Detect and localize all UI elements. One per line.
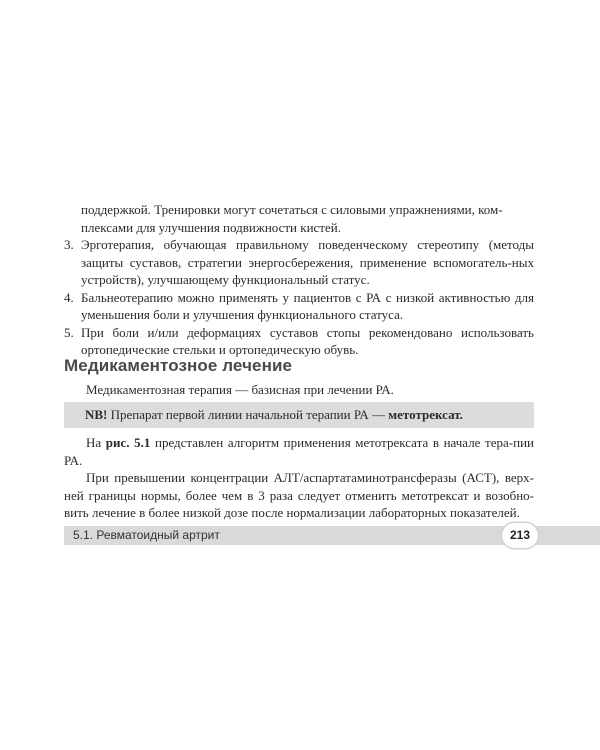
paragraph-figure-reference [64,434,534,469]
paragraph1-after: представлен алгоритм применения метотрексата в начале тера-пии РА. [64,435,534,468]
page-number-badge: 213 [502,523,538,548]
list-item [64,236,534,289]
paragraph-alt-ast: При превышении концентрации АЛТ/аспартатаминотрансферазы (АСТ), верх-ней границы нормы, более чем в 3 раза следует отменить метотрексат и возобно-вить лечение в более низкой дозе после нормализации лабораторных показателей. [64,470,534,520]
continued-line-1: поддержкой. Тренировки могут сочетаться с силовыми упражнениями, ком- [81,202,503,217]
continued-list-item [64,201,534,359]
nb-callout [64,402,534,428]
footer-section-label: 5.1. Ревматоидный артрит [73,528,220,542]
nb-label: NB! [85,407,108,422]
nb-emphasis: метотрексат. [388,407,463,422]
list-item-text: Бальнеотерапию можно применять у пациентов с РА с низкой активностью для уменьшения боли и улучшения функционального статуса. [81,289,534,322]
list-item [64,324,534,359]
paragraph1-before: На [86,435,106,450]
recommendation-list [64,236,534,359]
figure-reference-link[interactable]: рис. 5.1 [105,435,151,450]
list-item-number: 4. [64,289,74,305]
continued-line-2: плексами для улучшения подвижности кистей. [81,219,341,235]
list-item-text: Эрготерапия, обучающая правильному поведенческому стереотипу (методы защиты суставов, стратегии энергосбережения, применение вспомогатель-ных устройств), улучшающему функциональный статус. [81,237,534,287]
list-item-number: 3. [64,237,74,252]
list-item-number: 5. [64,324,74,340]
intro-text: Медикаментозная терапия — базисная при лечении РА. [86,382,394,397]
list-item-text: При боли и/или деформациях суставов стопы рекомендовано использовать ортопедические стельки и ортопедическую обувь. [81,324,534,357]
list-item [64,289,534,324]
section-heading: Медикаментозное лечение [64,356,293,375]
nb-text: Препарат первой линии начальной терапии РА — [107,407,389,422]
